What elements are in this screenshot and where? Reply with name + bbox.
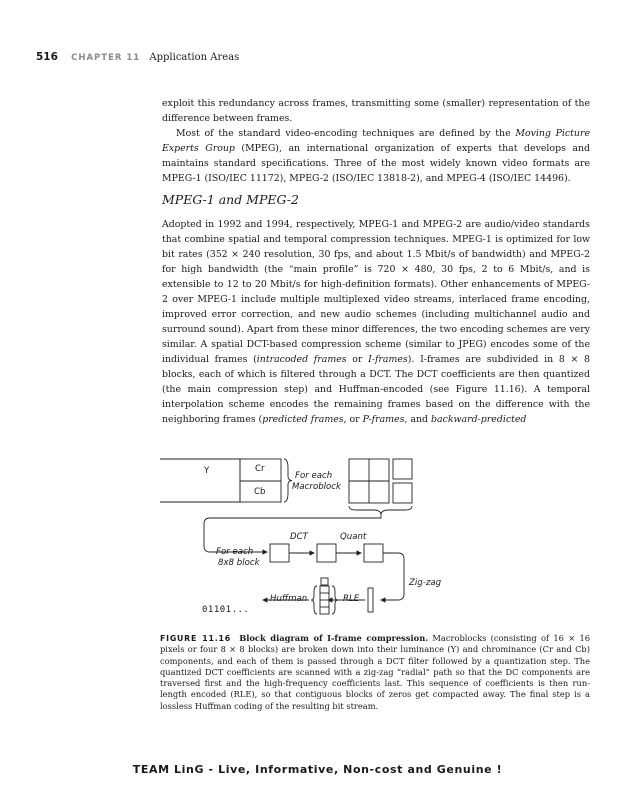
label-y: Y xyxy=(204,466,210,476)
label-cr: Cr xyxy=(255,464,265,474)
block-box-1 xyxy=(270,544,289,562)
label-bitstream: 01101... xyxy=(202,605,250,615)
paragraph-1: exploit this redundancy across frames, transmitting some (smaller) representation of the difference between frames. xyxy=(162,98,590,124)
label-rle: RLE xyxy=(343,594,360,604)
macroblock-cb-block xyxy=(393,483,412,503)
block-box-2 xyxy=(317,544,336,562)
rle-bar xyxy=(368,588,373,612)
caption-title: Block diagram of I-frame compression. xyxy=(239,633,429,643)
label-quant: Quant xyxy=(340,532,367,542)
intro-text xyxy=(162,96,590,186)
zigzag-connector xyxy=(381,553,404,600)
iframe-block-diagram xyxy=(160,452,590,627)
running-header xyxy=(36,51,239,63)
chapter-title: Application Areas xyxy=(149,52,240,63)
chapter-label: CHAPTER 11 xyxy=(71,53,141,63)
section-mpeg xyxy=(162,192,590,427)
label-zigzag: Zig-zag xyxy=(409,578,442,588)
label-cb: Cb xyxy=(254,487,266,497)
macroblock-underbrace xyxy=(349,506,412,514)
block-box-3 xyxy=(364,544,383,562)
component-brace xyxy=(284,459,292,502)
emphasis-mpeg: Moving Picture Experts Group xyxy=(162,128,591,154)
caption-label: FIGURE 11.16 xyxy=(160,634,231,643)
label-for-each-block-2: 8x8 block xyxy=(218,558,260,568)
caption-text: Macroblocks (consisting of 16 × 16 pixels or four 8 × 8 blocks) are broken down into their luminance (Y) and chrominance (Cr and Cb) components, and each of them is passed through a DCT filter followed by a quantization step. The quantized DCT coefficients are scanned with a zig-zag “radial” path so that the DC components are traversed first and the high-frequency coefficients last. This sequence of coefficients is then run-length encoded (RLE), so that contiguous blocks of zeros get compacted away. The final step is a lossless Huffman coding of the resulting bit stream. xyxy=(160,633,590,711)
figure-caption xyxy=(160,633,590,712)
footer-banner: TEAM LinG - Live, Informative, Non-cost and Genuine ! xyxy=(132,763,503,776)
section-paragraph: Adopted in 1992 and 1994, respectively, MPEG-1 and MPEG-2 are audio/video standards that combine spatial and temporal compression techniques. MPEG-1 is optimized for low bit rates (352 × 240 resolution, 30 fps, and about 1.5 Mbit/s of bandwidth) and MPEG-2 for high bandwidth (the “main profile” is 720 × 480, 30 fps, 2 to 6 Mbit/s, and is extensible to 12 to 20 Mbit/s for high-definition formats). Other enhancements of MPEG-2 over MPEG-1 include multiple multiplexed video streams, interlaced frame encoding, improved error correction, and new audio schemes (including multichannel audio and surround sound). Apart from these minor differences, the two encoding schemes are very similar. A spatial DCT-based compression scheme (similar to JPEG) encodes some of the individual frames (intracoded frames or I-frames). I-frames are subdivided in 8 × 8 blocks, each of which is filtered through a DCT. The DCT coefficients are then quantized (the main compression step) and Huffman-encoded (see Figure 11.16). A temporal interpolation scheme encodes the remaining frames based on the difference with the neighboring frames (predicted frames, or P-frames, and backward-predicted xyxy=(162,219,590,425)
macroblock-cr-block xyxy=(393,459,412,479)
label-for-each-macroblock-2: Macroblock xyxy=(292,482,341,492)
section-heading: MPEG-1 and MPEG-2 xyxy=(162,192,299,207)
huffman-brace-left xyxy=(311,586,317,614)
diagram-graphics xyxy=(160,452,590,627)
label-for-each-macroblock-1: For each xyxy=(295,471,333,481)
label-for-each-block-1: For each xyxy=(216,547,254,557)
y-component-box xyxy=(160,459,240,502)
label-dct: DCT xyxy=(290,532,308,542)
label-huffman: Huffman xyxy=(270,594,308,604)
paragraph-2: Most of the standard video-encoding techniques are defined by the Moving Picture Experts Group (MPEG), an international organization of experts that develops and maintains standard specifications. Three of the most widely known video formats are MPEG-1 (ISO/IEC 11172), MPEG-2 (ISO/IEC 13818-2), and MPEG-4 (ISO/IEC 14496). xyxy=(162,128,591,184)
huffman-cap xyxy=(321,578,328,585)
page-number: 516 xyxy=(36,51,58,63)
